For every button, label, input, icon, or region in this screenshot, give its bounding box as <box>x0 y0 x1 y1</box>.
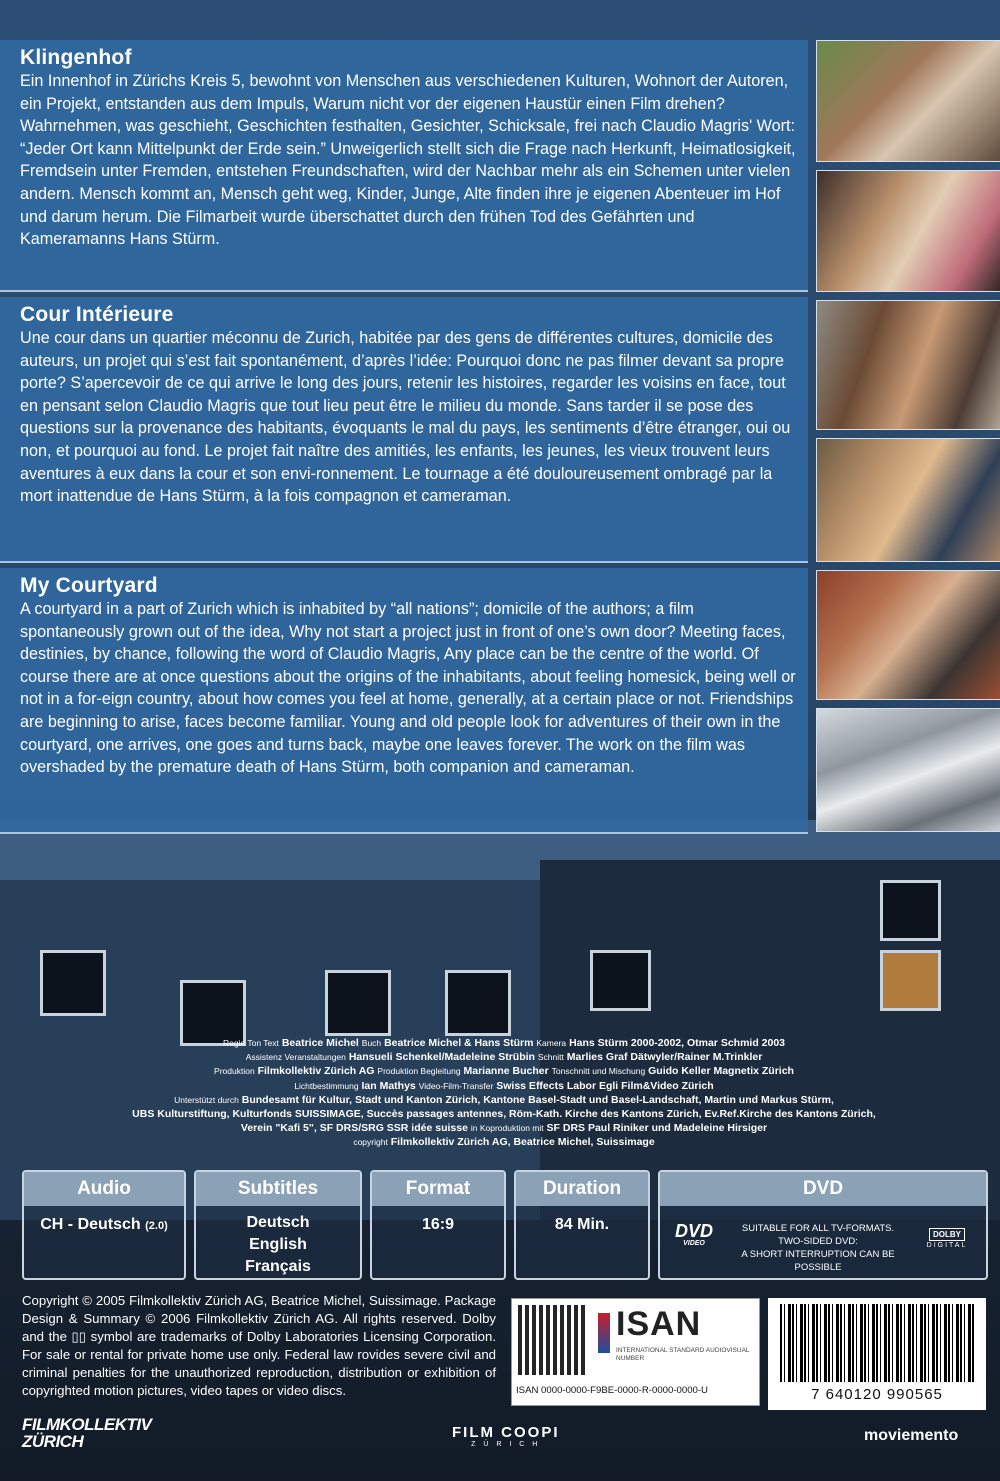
credit-line <box>24 1064 984 1078</box>
spec-subtitles <box>194 1170 362 1280</box>
barcode-number: 7 640120 990565 <box>811 1386 943 1403</box>
credit-label: Buch <box>361 1038 382 1048</box>
credit-value: Marlies Graf Dätwyler/Rainer M.Trinkler <box>566 1051 763 1064</box>
credit-line <box>24 1050 984 1064</box>
credit-value: Filmkollektiv Zürich AG <box>257 1065 375 1078</box>
credit-line <box>24 1079 984 1093</box>
credit-value: Filmkollektiv Zürich AG, Beatrice Michel, Suissimage <box>390 1136 655 1149</box>
section-klingenhof <box>0 40 808 292</box>
filmcoopi-logo: FILM COOPI Z Ü R I C H <box>452 1424 560 1448</box>
credit-line <box>24 1093 984 1107</box>
section-body: Une cour dans un quartier méconnu de Zurich, habitée par des gens de différentes cultures, domicile des auteurs, un projet qui s’est fait spontanément, d’après l’idée: Pourquoi donc ne pas filmer devant sa propre porte? S’apercevoir de ce qui arrive le long des jours, retenir les histoires, regarder les voisins en face, tout en pensant selon Claudio Magris que tout lieu peut être le milieu du monde. Sans tarder il se pose des questions sur la provenance des habitants, évoquants le mal du pays, les sentiments d’être étranger, oui ou non, et pourquoi au fond. Le projet fait naître des amitiés, les enfants, les jeunes, les vieux trouvent leurs aventures à eux dans la cour et son envi-ronnement. Le tournage a été douloureusement ombragé par la mort inattendue de Hans Stürm, à la fois compagnon et cameraman. <box>20 329 791 506</box>
dvd-notes: SUITABLE FOR ALL TV-FORMATS. TWO-SIDED DVD: A SHORT INTERRUPTION CAN BE POSSIBLE <box>741 1223 895 1273</box>
section-title: Klingenhof <box>20 46 132 69</box>
photo-chess-players <box>816 40 1000 162</box>
credit-value: SF DRS Paul Riniker und Madeleine Hirsiger <box>546 1122 768 1135</box>
isan-caption: INTERNATIONAL STANDARD AUDIOVISUAL NUMBER <box>616 1347 750 1362</box>
credit-value: Hans Stürm 2000-2002, Otmar Schmid 2003 <box>569 1037 786 1049</box>
legal-notice: Copyright © 2005 Filmkollektiv Zürich AG, Beatrice Michel, Suissimage. Package Design & Summary © 2006 Filmkollektiv Zürich AG. All rights reserved. Dolby and the ▯▯ symbol are trademarks of Dolby Laboratories Licensing Corporation. For sale or rental for private home use only. Federal law rovides severe civil and criminal penalties for the unauthorized reproduction, distribution or exhibition of copyrighted motion pictures, video tapes or video discs. <box>22 1293 496 1399</box>
isan-block <box>511 1298 760 1406</box>
background-building-photo <box>0 820 1000 1220</box>
spec-dvd-label: DVD <box>660 1172 986 1206</box>
spec-format-value: 16:9 <box>421 1216 455 1233</box>
photo-snowy-courtyard <box>816 708 1000 832</box>
spec-audio-label: Audio <box>24 1172 184 1206</box>
credit-value: Marianne Bucher <box>463 1065 549 1078</box>
subtitle-language: English <box>249 1236 307 1253</box>
credit-line <box>24 1135 984 1149</box>
credit-label: in Koproduktion mit <box>470 1123 544 1134</box>
credit-value: Bundesamt für Kultur, Stadt und Kanton Zürich, Kantone Basel-Stadt und Basel-Landschaft, Martin und Markus Stürm, <box>241 1093 834 1106</box>
section-title: Cour Intérieure <box>20 303 174 326</box>
credit-line <box>24 1036 984 1050</box>
credit-label: Produktion Begleitung <box>377 1066 461 1077</box>
spec-dvd <box>658 1170 988 1280</box>
spec-duration-label: Duration <box>516 1172 648 1206</box>
section-cour-interieure <box>0 297 808 563</box>
credit-label: Regie Ton Text <box>222 1038 279 1048</box>
filmkollektiv-logo: FILMKOLLEKTIV ZÜRICH <box>22 1415 152 1451</box>
spec-audio-note: (2.0) <box>145 1220 168 1232</box>
credit-value: Ian Mathys <box>361 1079 416 1092</box>
credit-label: Schnitt <box>537 1052 564 1063</box>
credit-label: Video-Film-Transfer <box>418 1080 494 1091</box>
credit-value: Hansueli Schenkel/Madeleine Strübin <box>348 1051 535 1064</box>
dolby-digital-logo: DOLBY DIGITAL <box>926 1230 968 1249</box>
subtitle-language: Français <box>245 1258 311 1275</box>
spec-format <box>370 1170 506 1280</box>
spec-duration-value: 84 Min. <box>554 1216 610 1233</box>
credit-label: copyright <box>353 1137 388 1148</box>
spec-subtitles-label: Subtitles <box>196 1172 360 1206</box>
credit-label: Lichtbestimmung <box>294 1080 359 1091</box>
barcode <box>768 1298 986 1410</box>
credit-value: Beatrice Michel <box>281 1037 359 1049</box>
dvd-video-logo: DVD VIDEO <box>674 1221 713 1247</box>
isan-mark-icon <box>598 1313 610 1353</box>
section-my-courtyard <box>0 568 808 834</box>
credit-label: Kamera <box>536 1038 567 1048</box>
credit-value: Verein "Kafi 5", SF DRS/SRG SSR idée suisse <box>240 1122 468 1135</box>
spec-audio-value: CH - Deutsch <box>40 1216 141 1233</box>
credit-value: Beatrice Michel & Hans Stürm <box>384 1037 534 1049</box>
credit-value: Swiss Effects Labor Egli Film&Video Zürich <box>496 1079 714 1092</box>
spec-duration <box>514 1170 650 1280</box>
credit-label: Unterstützt durch <box>174 1094 239 1105</box>
credit-value: UBS Kulturstiftung, Kulturfonds SUISSIMAGE, Succès passages antennes, Röm-Kath. Kirche des Kantons Zürich, Ev.Ref.Kirche des Kantons Zürich, <box>132 1108 876 1121</box>
spec-format-label: Format <box>372 1172 504 1206</box>
photo-man-carpet <box>816 570 1000 700</box>
credit-line <box>24 1121 984 1135</box>
section-title: My Courtyard <box>20 574 158 597</box>
photo-two-men <box>816 300 1000 430</box>
credit-label: Tonschnitt und Mischung <box>551 1066 646 1077</box>
isan-logo: ISAN <box>616 1305 702 1343</box>
spec-audio <box>22 1170 186 1280</box>
credits-block <box>24 1036 984 1150</box>
credit-value: Guido Keller Magnetix Zürich <box>648 1065 794 1078</box>
moviemento-logo: moviemento <box>864 1427 959 1444</box>
credit-label: Assistenz Veranstaltungen <box>245 1052 346 1063</box>
photo-boys-table <box>816 438 1000 562</box>
credit-label: Produktion <box>214 1066 255 1077</box>
section-body: Ein Innenhof in Zürichs Kreis 5, bewohnt von Menschen aus verschiedenen Kulturen, Wohnort der Autoren, ein Projekt, entstanden aus dem Impuls, Warum nicht vor der eigenen Haustür einen Film drehen? Wahrnehmen, was geschieht, Geschichten festhalten, Gesichter, Schicksale, frei nach Claudio Magris' Wort: “Jeder Ort kann Mittelpunkt der Erde sein.” Unweigerlich stellt sich die Frage nach Herkunft, Heimatlosigkeit, Fremdsein unter Fremden, entstehen Freundschaften, wird der Nachbar mehr als ein Schemen unter vielen andern. Mensch kommt an, Mensch geht weg, Kinder, Junge, Alte finden ihre je eigenen Abenteuer im Hof und darum herum. Die Filmarbeit wurde überschattet durch den frühen Tod des Gefährten und Kameramanns Hans Stürm. <box>20 72 796 249</box>
photo-children-courtyard <box>816 170 1000 292</box>
isan-number: ISAN 0000-0000-F9BE-0000-R-0000-0000-U <box>516 1385 708 1396</box>
credit-line <box>24 1107 984 1121</box>
subtitle-language: Deutsch <box>246 1214 310 1231</box>
section-body: A courtyard in a part of Zurich which is inhabited by “all nations”; domicile of the authors; a film spontaneously grown out of the idea, Why not start a project just in front of one’s own door? Meeting faces, destinies, by chance, following the word of Claudio Magris, Any place can be the centre of the world. Of course there are at once questions about the origins of the inhabitants, about feeling homesick, being well or not in a for-eign country, about how comes you feel at home, generally, at a certain place or not. Friendships are beginning to arise, faces become familiar. Young and old people look for adventures of their own in the courtyard, one arrives, one goes and turns back, maybe one leaves forever. The work on the film was overshaded by the premature death of Hans Stürm, both companion and cameraman. <box>20 600 796 777</box>
qr-code-icon <box>518 1305 588 1375</box>
barcode-bars <box>780 1304 974 1382</box>
